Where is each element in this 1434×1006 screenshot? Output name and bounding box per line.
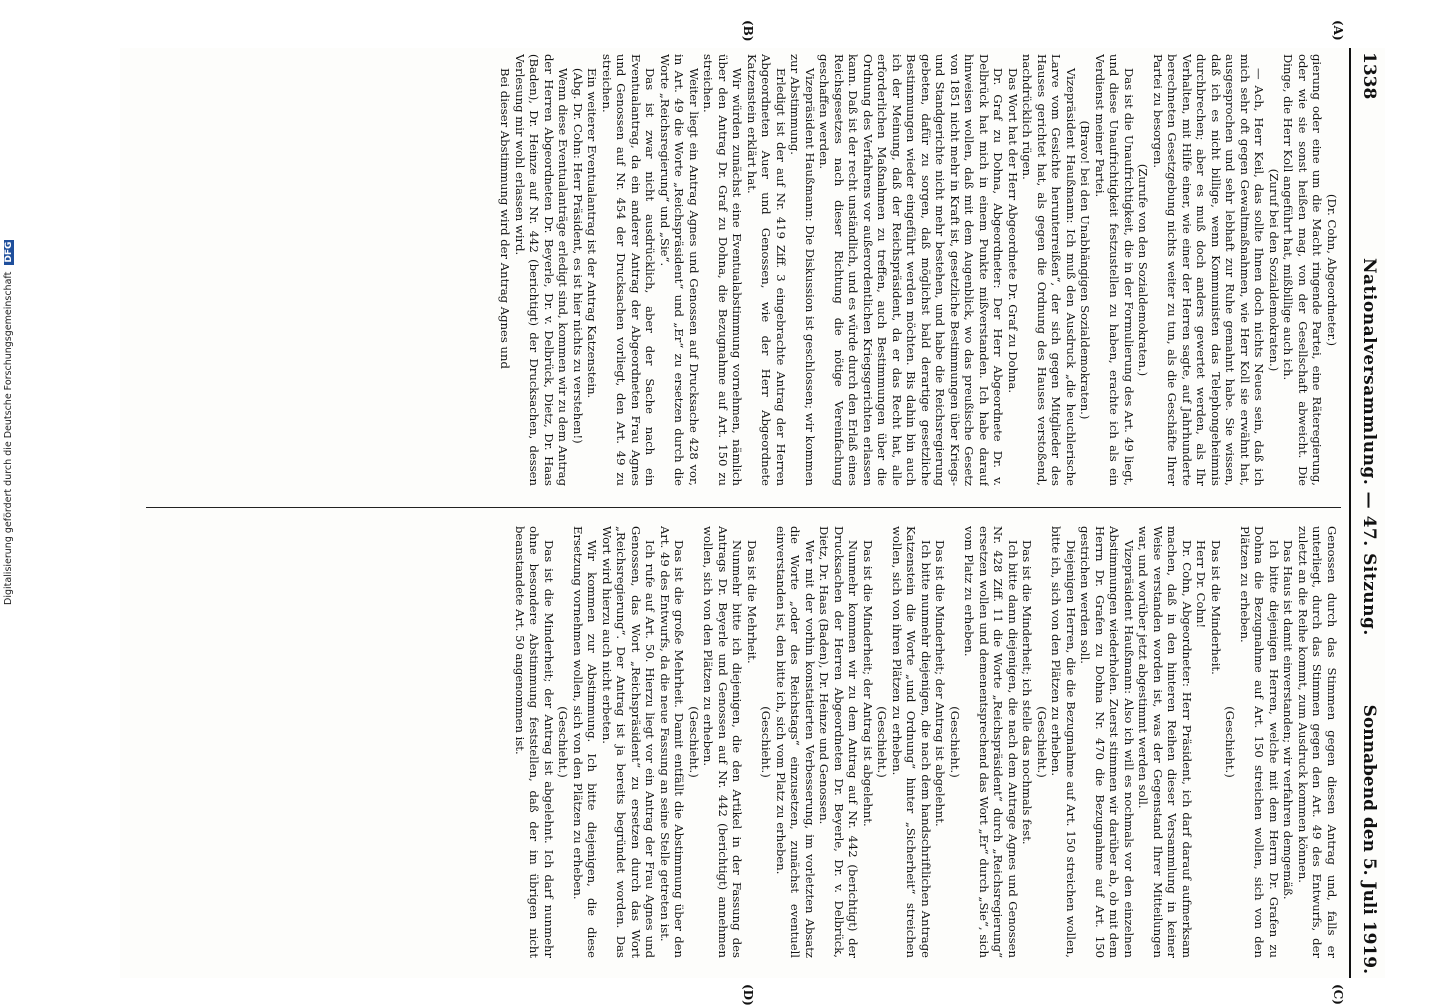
paragraph: Dr. Graf zu Dohna, Abgeordneter: Der Herr Abgeordnete Dr. v. Delbrück hat mich in einem Punkte mißverstanden. Ich habe darauf hinweisen wollen, daß mit dem Augenblick, wo das preußische Gesetz von 1851 nicht mehr in Kraft ist, gesetzliche Bestimmungen über Kriegs- und Standgerichte nicht mehr bestehen, und habe die Reichsregierung gebeten, dafür zu sorgen, daß möglichst bald derartige gesetzliche Bestimmungen wieder eingeführt werden möchten. Bis dahin bin auch ich der Meinung, daß der Reichspräsident, da er das Recht hat, alle erforderlichen Maßnahmen zu treffen, auch Bestimmungen über die Ordnung des Verfahrens vor außerordentlichen Kriegsgerichten erlassen kann. Daß ist der recht unständlich, und es würde durch den Erlaß eines Reichsgesetzes nach dieser Richtung die nötige Vereinfachung geschaffen werden. — [817, 54, 1006, 486]
paragraph: gierung oder eine um die Macht ringende Partei, eine Räteregierung, oder wie sie sonst heißen mag, von der Gesellschaft abweicht. Die Dinge, die Herr Koll angeführt hat, mißbillige auch ich. — [1281, 54, 1325, 486]
paragraph: (Abg. Dr. Cohn: Herr Präsident, es ist hier nichts zu verstehen!) — [571, 68, 585, 444]
page-title: Nationalversammlung. — 47. Sitzung. — [1359, 258, 1379, 636]
paragraph: Das Haus ist damit einverstanden; wir verfahren demgemäß. — [1281, 540, 1296, 900]
paragraph: Das ist die Minderheit; ich stelle das nochmals fest. — [1020, 540, 1035, 845]
paragraph: Bei dieser Abstimmung wird der Antrag Agnes und — [498, 68, 513, 369]
page-number: 1338 — [1359, 52, 1379, 100]
paragraph: Nunmehr bitte ich diejenigen, die den Artikel in der Fassung des Antrags Dr. Beyerle und Genossen auf Nr. 442 (berichtigt) annehmen wollen, sich von den Plätzen zu erheben. — [701, 526, 745, 958]
paragraph: Das ist die große Mehrheit. Damit entfällt die Abstimmung über den Art. 49 des Entwurfs, da die neue Fassung an seine Stelle getreten ist. — [658, 526, 687, 958]
paragraph: Nunmehr kommen wir zu dem Antrag auf Nr. 442 (berichtigt) der Drucksachen der Herren Abgeordneten Dr. Beyerle, Dr. v. Delbrück, Dietz, Dr. Haas (Baden), Dr. Heinze und Genossen. — [817, 526, 861, 958]
dfg-logo: DFG — [4, 241, 14, 263]
stage-direction: (Geschieht.) — [1223, 706, 1238, 778]
margin-marker-d: (D) — [741, 984, 755, 1006]
stage-direction: (Geschieht.) — [759, 706, 774, 778]
paragraph: Erledigt ist der auf Nr. 419 Ziff. 3 eingebrachte Antrag der Herren Abgeordneten Auer und Genossen, wie der Herr Abgeordnete Katzenstein erklärt hat. — [745, 54, 788, 486]
rotated-document-page — [120, 20, 1385, 1006]
paragraph: Das ist die Minderheit; der Antrag ist abgelehnt. Ich darf nunmehr ohne besondere Abstimmung feststellen, daß der im übrigen nicht beanstandete Art. 50 angenommen ist. — [513, 526, 556, 958]
column-divider — [146, 507, 1341, 508]
paragraph: (Dr. Cohn, Abgeordneter.) — [1325, 194, 1339, 346]
paragraph: Vizepräsident Haußmann: Ich muß den Ausdruck „die heuchlerische Larve vom Gesichte herunterreißen“, der sich gegen Mitglieder des Hauses gerichtet hat, als gegen die Ordnung des Hauses verstoßend, nachdrücklich rügen. — [1020, 54, 1078, 486]
paragraph: Ich bitte diejenigen Herren, welche mit dem Herrn Dr. Grafen zu Dohna die Bezugnahme auf Art. 150 streichen wollen, sich von den Plätzen zu erheben. — [1238, 526, 1281, 958]
paragraph: Weiter liegt ein Antrag Agnes und Genossen auf Drucksache 428 vor, in Art. 49 die Worte „Reichspräsident“ und „Er“ zu ersetzen durch die Worte „Reichsregierung“ und „Sie“. — [658, 54, 701, 486]
stage-direction: (Geschieht.) — [687, 706, 701, 778]
paragraph: Das ist die Minderheit. — [1209, 540, 1223, 675]
page-header — [1349, 48, 1385, 978]
paragraph: Herr Dr. Cohn! — [1194, 540, 1209, 629]
stage-direction: (Geschieht.) — [875, 706, 890, 778]
left-text-column — [149, 54, 1339, 486]
margin-marker-c: (C) — [1331, 984, 1345, 1005]
paragraph: Wer mit der vorhin konstatierten Verbesserung, im vorletzten Absatz die Worte „oder des Reichstags“ einzusetzen, zunächst eventuell einverstanden ist, den bitte ich, sich vom Platz zu erheben. — [774, 526, 817, 958]
right-text-column — [149, 526, 1339, 958]
paragraph: Vizepräsident Haußmann: Also ich will es nochmals vor den einzelnen Abstimmungen wiederholen. Zuerst stimmen wir darüber ab, ob mit dem Herrn Dr. Grafen zu Dohna Nr. 470 die Bezugnahme auf Art. 150 gestrichen werden soll. — [1078, 526, 1136, 958]
paragraph: Das ist die Minderheit; der Antrag ist abgelehnt. — [861, 540, 875, 827]
paragraph: Das ist die Minderheit; der Antrag ist abgelehnt. — [933, 540, 948, 827]
paragraph: Dr. Cohn, Abgeordneter: Herr Präsident, ich darf darauf aufmerksam machen, daß in den hinteren Reihen dieser Versammlung in keiner Weise verstanden worden ist, was der Gegenstand Ihrer Mitteilungen war, und worüber jetzt abgestimmt werden soll. — [1136, 526, 1194, 958]
stage-direction: (Geschieht.) — [556, 706, 571, 778]
paragraph: Das ist die Mehrheit. — [745, 540, 759, 664]
paragraph: Wir würden zunächst eine Eventualabstimmung vornehmen, nämlich über den Antrag Dr. Graf zu Dohna, die Bezugnahme auf Art. 150 zu streichen. — [701, 54, 745, 486]
paragraph: Genossen durch das Stimmen gegen diesen Antrag und, falls er unterliegt, durch das Stimmen gegen den Art. 49 des Entwurfs, der zuletzt an die Reihe kommt, zum Ausdruck kommen können. — [1296, 526, 1339, 958]
stage-direction: (Zuruf bei den Sozialdemokraten.) — [1267, 168, 1281, 372]
stage-direction: (Zurufe von den Sozialdemokraten.) — [1136, 163, 1151, 377]
paragraph: Das ist zwar nicht ausdrücklich, aber der Sache nach ein Eventualantrag, da ein anderer Antrag der Abgeordneten Frau Agnes und Genossen auf Nr. 454 der Drucksachen vorliegt, den Art. 49 zu streichen. — [600, 54, 658, 486]
paragraph: Ich rufe auf Art. 50. Hierzu liegt vor ein Antrag der Frau Agnes und Genossen, das Wort „Reichspräsident“ zu ersetzen durch das Wort „Reichsregierung“. Der Antrag ist ja bereits begründet worden. Das Wort wird hierzu auch nicht erbeten. — [600, 526, 658, 958]
paragraph: Diejenigen Herren, die die Bezugnahme auf Art. 150 streichen wollen, bitte ich, sich von den Plätzen zu erheben. — [1049, 526, 1078, 958]
paragraph: Ein weiterer Eventualantrag ist der Antrag Katzenstein. — [585, 68, 600, 399]
stage-direction: (Geschieht.) — [948, 706, 962, 778]
paragraph: Wir kommen zur Abstimmung. Ich bitte diejenigen, die diese Ersetzung vornehmen wollen, sich von den Plätzen zu erheben. — [571, 526, 600, 958]
session-date: Sonnabend den 5. Juli 1919. — [1359, 704, 1379, 974]
paragraph: Wenn diese Eventualanträge erledigt sind, kommen wir zu dem Antrag der Herren Abgeordneten Dr. Beyerle, Dr. v. Delbrück, Dietz, Dr. Haas (Baden), Dr. Heinze auf Nr. 442 (berichtigt) der Drucksachen, dessen Verlesung mir wohl erlassen wird. — [513, 54, 571, 486]
paragraph: Das Wort hat der Herr Abgeordnete Dr. Graf zu Dohna. — [1006, 68, 1020, 394]
credit-text: Digitalisierung gefördert durch die Deutsche Forschungsgemeinschaft — [3, 271, 14, 605]
paragraph: Das ist die Unaufrichtigkeit, die in der Formulierung des Art. 49 liegt, und diese Unaufrichtigkeit festzustellen zu haben, erachte ich als ein Verdienst meiner Partei. — [1093, 54, 1136, 486]
digitization-credit — [3, 240, 14, 605]
paragraph: Ich bitte nunmehr diejenigen, die nach dem handschriftlichen Antrage Katzenstein die Worte „und Ordnung“ hinter „Sicherheit“ streichen wollen, sich von ihren Plätzen zu erheben. — [890, 526, 933, 958]
paragraph: Vizepräsident Haußmann: Die Diskussion ist geschlossen; wir kommen zur Abstimmung. — [788, 54, 817, 486]
paragraph: — Ach, Herr Keil, das sollte Ihnen doch nichts Neues sein, daß ich mich sehr oft gegen Gewaltmaßnahmen, wie Herr Koll sie erwähnt hat, ausgesprochen und sehr lebhaft zur Ruhe gemahnt habe. Sie wissen, daß ich es nicht billige, wenn Kommunisten das Telephongeheimnis durchbrechen; aber es muß doch anders gewertet werden, als Ihr Verhalten, mit Hilfe einer, wie einer der Herren sagte, auf Jahrhunderte berechneten Gesetzgebung nichts weiter zu tun, als die Geschäfte Ihrer Partei zu besorgen. — [1151, 54, 1267, 486]
stage-direction: (Bravo! bei den Unabhängigen Sozialdemokraten.) — [1078, 120, 1093, 420]
paragraph: Ich bitte dann diejenigen, die nach dem Antrage Agnes und Genossen Nr. 428 Ziff. 11 die Worte „Reichspräsident“ durch „Reichsregierung“ ersetzen wollen und demenentsprechend das Wort „Er“ durch „Sie“, sich vom Platz zu erheben. — [962, 526, 1020, 958]
stage-direction: (Geschieht.) — [1035, 706, 1049, 778]
margin-marker-a: (A) — [1331, 20, 1345, 41]
margin-marker-b: (B) — [741, 20, 755, 42]
